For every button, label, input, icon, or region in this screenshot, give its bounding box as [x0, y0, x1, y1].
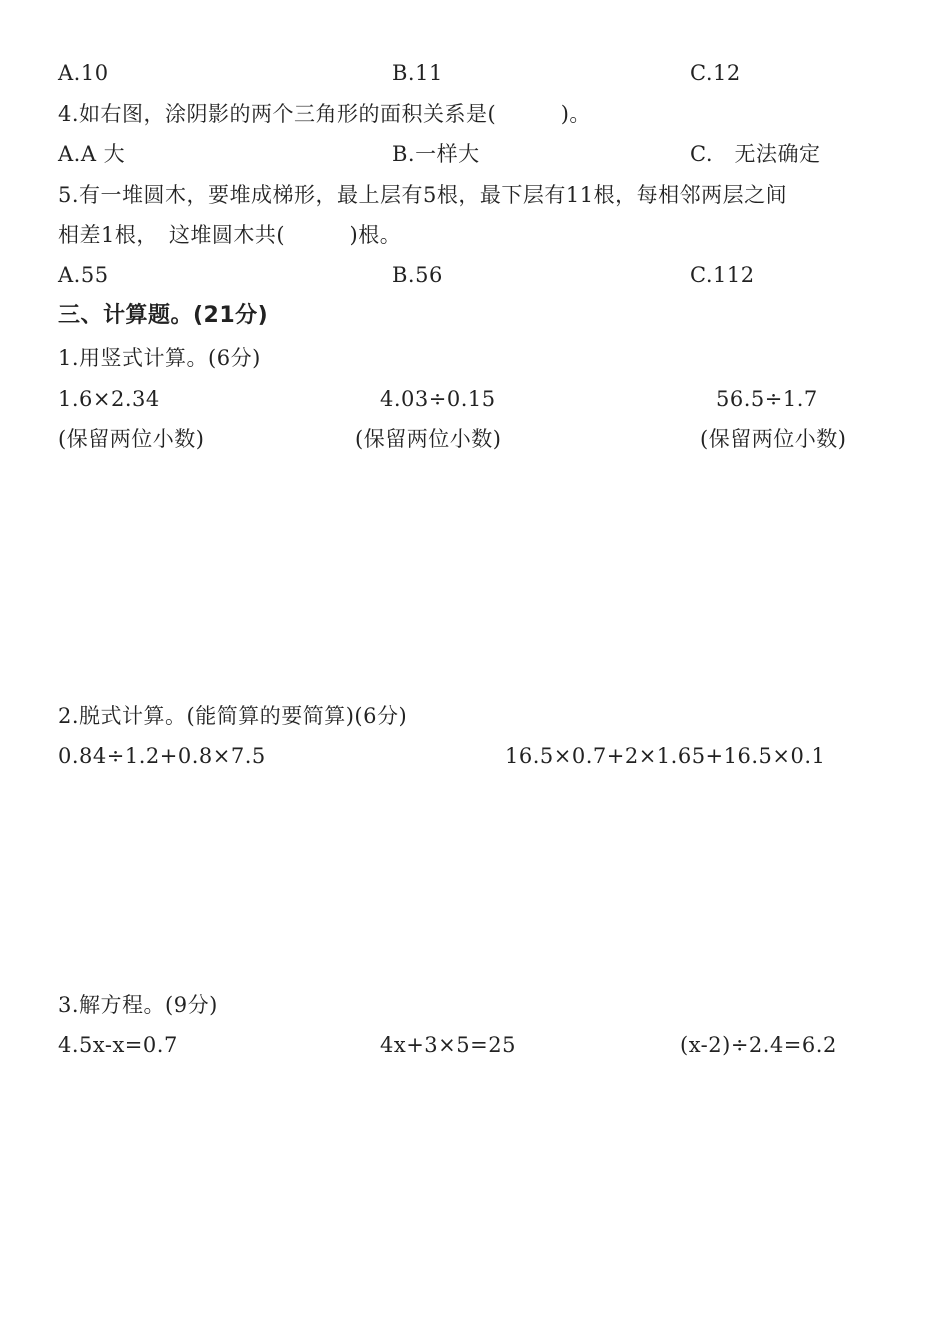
q5-option-c: C.112	[690, 263, 755, 287]
q4-question: 4.如右图，涂阴影的两个三角形的面积关系是( )。	[58, 102, 591, 126]
part1-problem-1: 1.6×2.34	[58, 387, 160, 411]
part3-equation-2: 4x+3×5=25	[380, 1033, 516, 1057]
part3-equation-3: (x-2)÷2.4=6.2	[680, 1033, 837, 1057]
q4-option-c: C. 无法确定	[690, 142, 821, 166]
q3-option-a: A.10	[58, 61, 109, 85]
q5-option-a: A.55	[58, 263, 109, 287]
part1-title: 1.用竖式计算。(6分)	[58, 346, 261, 370]
part2-problem-2: 16.5×0.7+2×1.65+16.5×0.1	[505, 744, 826, 768]
q5-question-line2: 相差1根， 这堆圆木共( )根。	[58, 223, 402, 247]
q4-option-a: A.A 大	[58, 142, 126, 166]
part1-problem-3: 56.5÷1.7	[716, 387, 818, 411]
part2-title: 2.脱式计算。(能简算的要简算)(6分)	[58, 704, 408, 728]
part1-note-1: (保留两位小数)	[58, 427, 205, 451]
q3-option-b: B.11	[392, 61, 443, 85]
part3-equation-1: 4.5x-x=0.7	[58, 1033, 178, 1057]
q5-question-line1: 5.有一堆圆木，要堆成梯形，最上层有5根，最下层有11根，每相邻两层之间	[58, 183, 788, 207]
part1-note-2: (保留两位小数)	[355, 427, 502, 451]
part1-note-3: (保留两位小数)	[700, 427, 847, 451]
q4-option-b: B.一样大	[392, 142, 480, 166]
part2-problem-1: 0.84÷1.2+0.8×7.5	[58, 744, 266, 768]
part1-problem-2: 4.03÷0.15	[380, 387, 496, 411]
q3-option-c: C.12	[690, 61, 741, 85]
part3-title: 3.解方程。(9分)	[58, 993, 218, 1017]
section3-title: 三、计算题。(21分)	[58, 303, 269, 328]
q5-option-b: B.56	[392, 263, 443, 287]
